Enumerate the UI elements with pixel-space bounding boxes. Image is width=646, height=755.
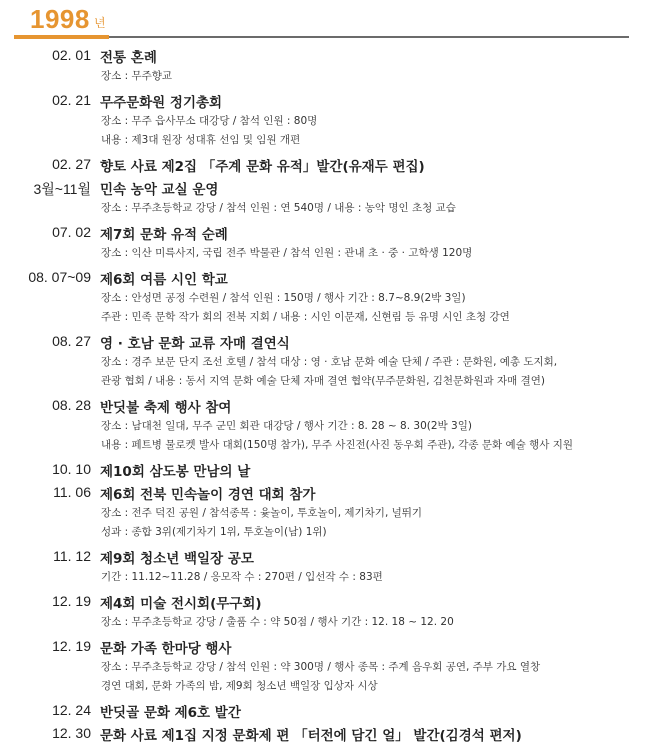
- event-detail: 장소 : 전주 덕진 공원 / 참석종목 : 윷놀이, 투호놀이, 제기차기, 널뛰기: [101, 507, 423, 519]
- event-detail: 주관 : 민족 문학 작가 회의 전북 지회 / 내용 : 시인 이문재, 신현림 등 유명 시인 초청 강연: [101, 311, 510, 323]
- header-rule: [109, 36, 629, 38]
- event-detail: 내용 : 제3대 원장 성대휴 선임 및 임원 개편: [101, 134, 301, 146]
- event-heading: [0, 481, 646, 504]
- event-date: 08. 28: [52, 397, 91, 413]
- event-heading: [0, 153, 646, 176]
- event-title: 제6회 여름 시인 학교: [100, 272, 228, 288]
- event-detail: 장소 : 무주초등학교 강당 / 참석 인원 : 연 540명 / 내용 : 농악 명인 초청 교습: [101, 202, 456, 214]
- event-date: 08. 07~09: [28, 269, 91, 285]
- event-entry: [0, 481, 646, 545]
- event-entry: [0, 545, 646, 590]
- event-date: 02. 21: [52, 92, 91, 108]
- event-date: 12. 30: [52, 725, 91, 741]
- event-title: 제10회 삼도봉 만남의 날: [100, 464, 251, 480]
- event-heading: [0, 590, 646, 613]
- event-heading: [0, 635, 646, 658]
- event-title: 제7회 문화 유적 순례: [100, 227, 228, 243]
- event-detail: 장소 : 익산 미륵사지, 국립 전주 박물관 / 참석 인원 : 관내 초 · 중 · 고학생 120명: [101, 247, 473, 259]
- event-date: 3월~11월: [33, 181, 91, 197]
- event-date: 12. 24: [52, 702, 91, 718]
- event-detail: 관광 협회 / 내용 : 동서 지역 문화 예술 단체 자매 결연 협약(무주문화원, 김천문화원과 자매 결연): [101, 375, 545, 387]
- event-detail: 장소 : 안성면 공정 수련원 / 참석 인원 : 150명 / 행사 기간 : 8.7~8.9(2박 3일): [101, 292, 466, 304]
- event-detail: 경연 대회, 문화 가족의 밤, 제9회 청소년 백일장 입상자 시상: [101, 680, 378, 692]
- event-date: 11. 06: [53, 484, 91, 500]
- event-title: 영 · 호남 문화 교류 자매 결연식: [100, 336, 290, 352]
- year-label: 1998: [30, 4, 90, 34]
- event-entry: [0, 635, 646, 699]
- event-title: 전통 혼례: [100, 50, 157, 66]
- event-detail: 장소 : 무주초등학교 강당 / 출품 수 : 약 50점 / 행사 기간 : 12. 18 ~ 12. 20: [101, 616, 454, 628]
- event-heading: [0, 458, 646, 481]
- header-rule-accent: [14, 35, 109, 39]
- event-list: [0, 44, 646, 745]
- event-heading: [0, 699, 646, 722]
- event-title: 민속 농악 교실 운영: [100, 182, 219, 198]
- event-date: 08. 27: [52, 333, 91, 349]
- year-header: [0, 0, 646, 44]
- event-date: 02. 27: [52, 156, 91, 172]
- event-detail: 장소 : 무주초등학교 강당 / 참석 인원 : 약 300명 / 행사 종목 : 주계 음우회 공연, 주부 가요 열창: [101, 661, 541, 673]
- event-heading: [0, 89, 646, 112]
- event-date: 12. 19: [52, 638, 91, 654]
- event-detail: 장소 : 무주 읍사무소 대강당 / 참석 인원 : 80명: [101, 115, 318, 127]
- event-heading: [0, 722, 646, 745]
- event-title: 향토 사료 제2집 「주계 문화 유적」발간(유재두 편집): [100, 159, 425, 175]
- event-entry: [0, 722, 646, 745]
- event-title: 제9회 청소년 백일장 공모: [100, 551, 254, 567]
- event-heading: [0, 266, 646, 289]
- event-detail: 성과 : 종합 3위(제기차기 1위, 투호놀이(남) 1위): [101, 526, 327, 538]
- event-date: 07. 02: [52, 224, 91, 240]
- event-entry: [0, 458, 646, 481]
- event-detail: 장소 : 경주 보문 단지 조선 호텔 / 참석 대상 : 영 · 호남 문화 예술 단체 / 주관 : 문화원, 예총 도지회,: [101, 356, 558, 368]
- event-entry: [0, 89, 646, 153]
- event-entry: [0, 153, 646, 176]
- event-date: 10. 10: [52, 461, 91, 477]
- event-heading: [0, 44, 646, 67]
- event-detail: 장소 : 무주향교: [101, 70, 173, 82]
- event-entry: [0, 44, 646, 89]
- event-heading: [0, 545, 646, 568]
- event-title: 반딧골 문화 제6호 발간: [100, 705, 241, 721]
- event-detail: 기간 : 11.12~11.28 / 응모작 수 : 270편 / 입선작 수 : 83편: [101, 571, 383, 583]
- event-detail: 장소 : 남대천 일대, 무주 군민 회관 대강당 / 행사 기간 : 8. 28 ~ 8. 30(2박 3일): [101, 420, 472, 432]
- event-title: 제6회 전북 민속놀이 경연 대회 참가: [100, 487, 316, 503]
- event-heading: [0, 176, 646, 199]
- event-title: 문화 사료 제1집 지정 문화제 편 「터전에 담긴 얼」 발간(김경석 편저): [100, 728, 522, 744]
- event-date: 11. 12: [53, 548, 91, 564]
- event-title: 문화 가족 한마당 행사: [100, 641, 232, 657]
- event-title: 반딧불 축제 행사 참여: [100, 400, 232, 416]
- event-entry: [0, 590, 646, 635]
- event-detail: 내용 : 페트병 물로켓 발사 대회(150명 참가), 무주 사진전(사진 동우회 주관), 각종 문화 예술 행사 지원: [101, 439, 573, 451]
- event-date: 02. 01: [52, 47, 91, 63]
- event-entry: [0, 266, 646, 330]
- event-heading: [0, 394, 646, 417]
- event-title: 제4회 미술 전시회(무구회): [100, 596, 262, 612]
- event-entry: [0, 221, 646, 266]
- event-heading: [0, 330, 646, 353]
- event-heading: [0, 221, 646, 244]
- event-entry: [0, 176, 646, 221]
- year-suffix: 년: [94, 16, 106, 30]
- event-date: 12. 19: [52, 593, 91, 609]
- event-entry: [0, 394, 646, 458]
- event-entry: [0, 699, 646, 722]
- event-title: 무주문화원 정기총회: [100, 95, 223, 111]
- event-entry: [0, 330, 646, 394]
